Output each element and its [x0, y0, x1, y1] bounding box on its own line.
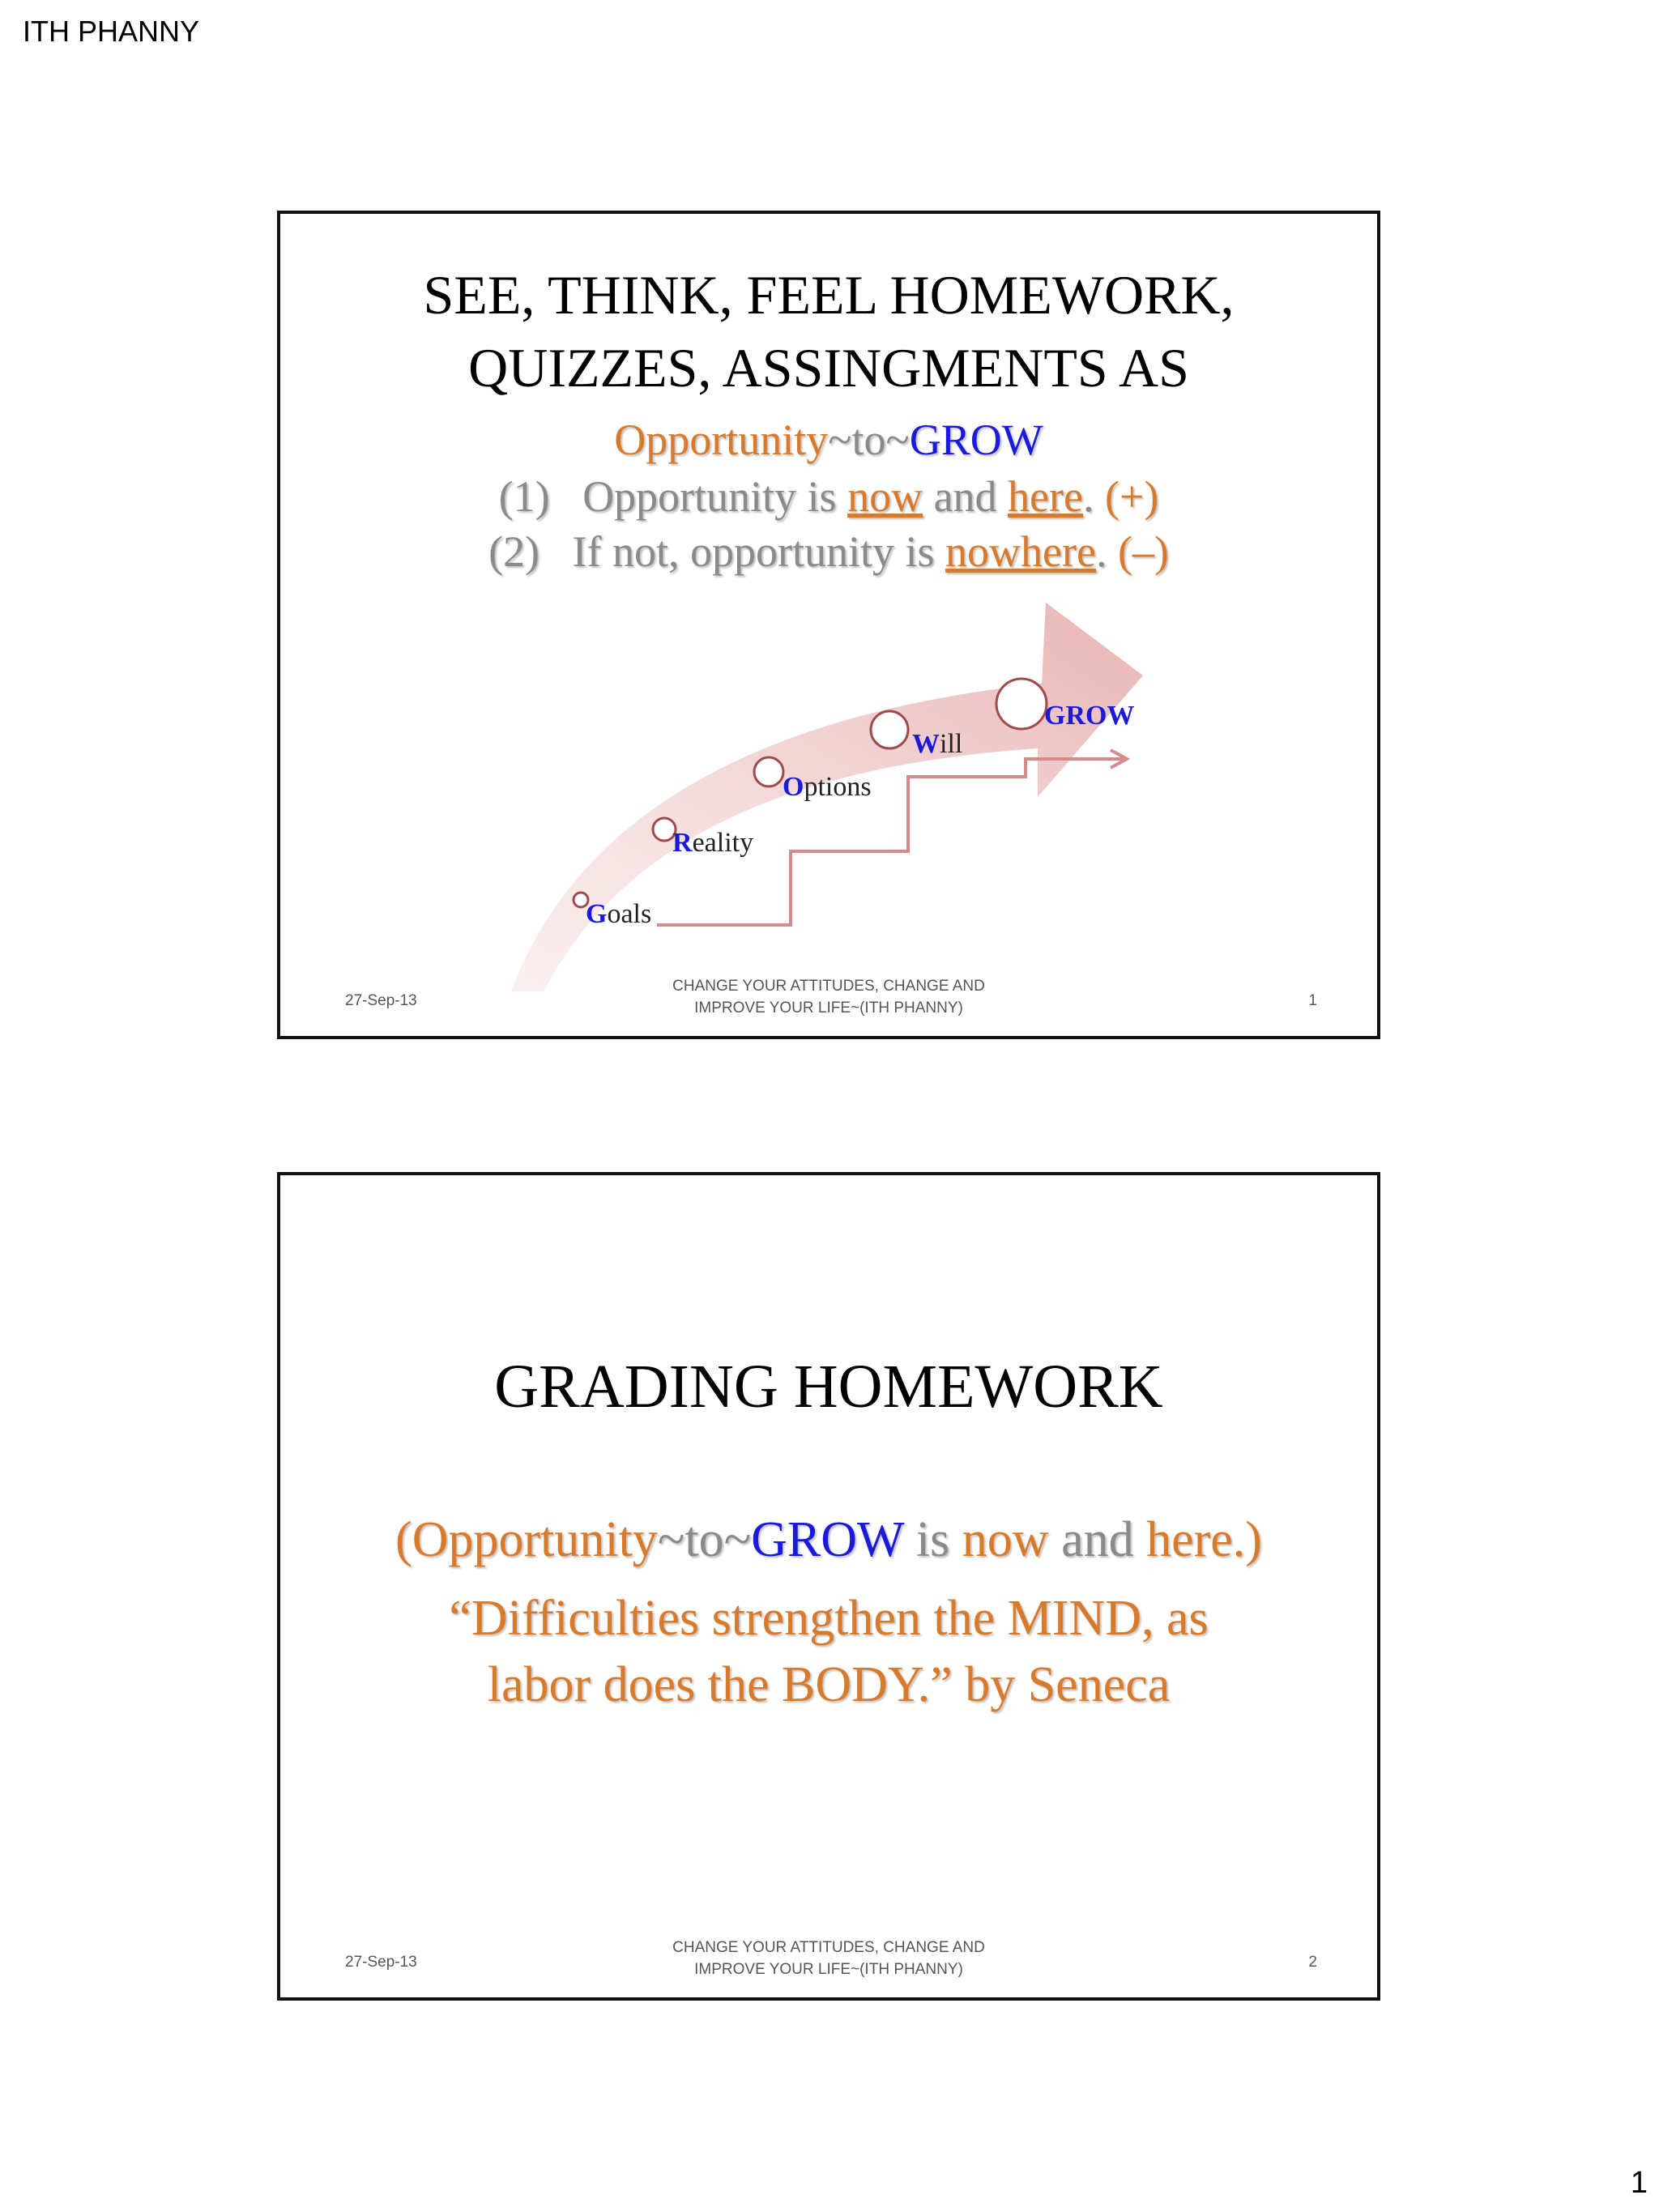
options-label: Options [783, 772, 872, 802]
page-number: 1 [1630, 2166, 1648, 2200]
slide-1 [277, 211, 1380, 1039]
point-2-minus: (–) [1117, 527, 1169, 576]
point-2-nowhere: nowhere [945, 527, 1096, 576]
point-1-plus: (+) [1104, 472, 1159, 521]
line-1-and: and [1048, 1512, 1147, 1567]
point-1-number: (1) [498, 472, 550, 521]
grow-label: GROW [1044, 701, 1135, 731]
slide-1-footer-line-2: IMPROVE YOUR LIFE~(ITH PHANNY) [694, 999, 963, 1017]
point-2-text-a: If not, opportunity is [572, 527, 946, 576]
subtitle-grow: GROW [909, 416, 1043, 464]
line-1-opportunity: (Opportunity [395, 1512, 658, 1567]
slide-1-footer-date: 27-Sep-13 [345, 992, 417, 1009]
slide-1-footer-line-1: CHANGE YOUR ATTITUDES, CHANGE AND [672, 977, 985, 995]
point-1-text-c: . [1082, 472, 1105, 521]
slide-2-quote-line-2: labor does the BODY.” by Seneca [487, 1657, 1171, 1712]
point-2-number: (2) [488, 527, 540, 576]
grow-model-diagram [280, 214, 1377, 1036]
slide-2-footer-line-1: CHANGE YOUR ATTITUDES, CHANGE AND [672, 1938, 985, 1956]
slide-2-number: 2 [1308, 1954, 1317, 1971]
slide-1-title-line-2: QUIZZES, ASSINGMENTS AS [468, 337, 1189, 399]
line-1-tilde: ~to~ [657, 1512, 752, 1567]
point-2-text-b: . [1095, 527, 1118, 576]
will-circle [871, 711, 908, 748]
slide-1-title-line-1: SEE, THINK, FEEL HOMEWORK, [423, 264, 1235, 326]
grow-circle [996, 679, 1047, 729]
slide-2-footer-line-2: IMPROVE YOUR LIFE~(ITH PHANNY) [694, 1961, 963, 1979]
slide-1-number: 1 [1308, 992, 1317, 1009]
line-1-grow: GROW [751, 1512, 904, 1567]
line-1-here: here.) [1146, 1512, 1262, 1567]
options-circle [754, 757, 783, 786]
slide-2-quote-line-1: “Difficulties strengthen the MIND, as [449, 1591, 1209, 1646]
slide-2-line-1 [280, 1511, 1377, 1569]
subtitle-tilde: ~to~ [828, 416, 910, 464]
line-1-now: now [962, 1512, 1049, 1567]
slide-2 [277, 1172, 1380, 2001]
subtitle-opportunity: Opportunity [614, 416, 829, 464]
goals-label: Goals [586, 899, 652, 929]
slide-1-footer-text [280, 975, 1377, 1020]
will-label: Will [912, 729, 963, 759]
slide-2-footer-text [280, 1937, 1377, 1981]
line-1-is: is [903, 1512, 962, 1567]
point-1-here: here [1008, 472, 1083, 521]
slide-2-title: GRADING HOMEWORK [494, 1353, 1163, 1421]
page-header: ITH PHANNY [23, 15, 200, 48]
slide-2-footer-date: 27-Sep-13 [345, 1954, 417, 1971]
point-1-text-b: and [923, 472, 1009, 521]
point-1-text-a: Opportunity is [582, 472, 848, 521]
reality-label: Reality [672, 828, 754, 858]
point-1-now: now [847, 472, 923, 521]
